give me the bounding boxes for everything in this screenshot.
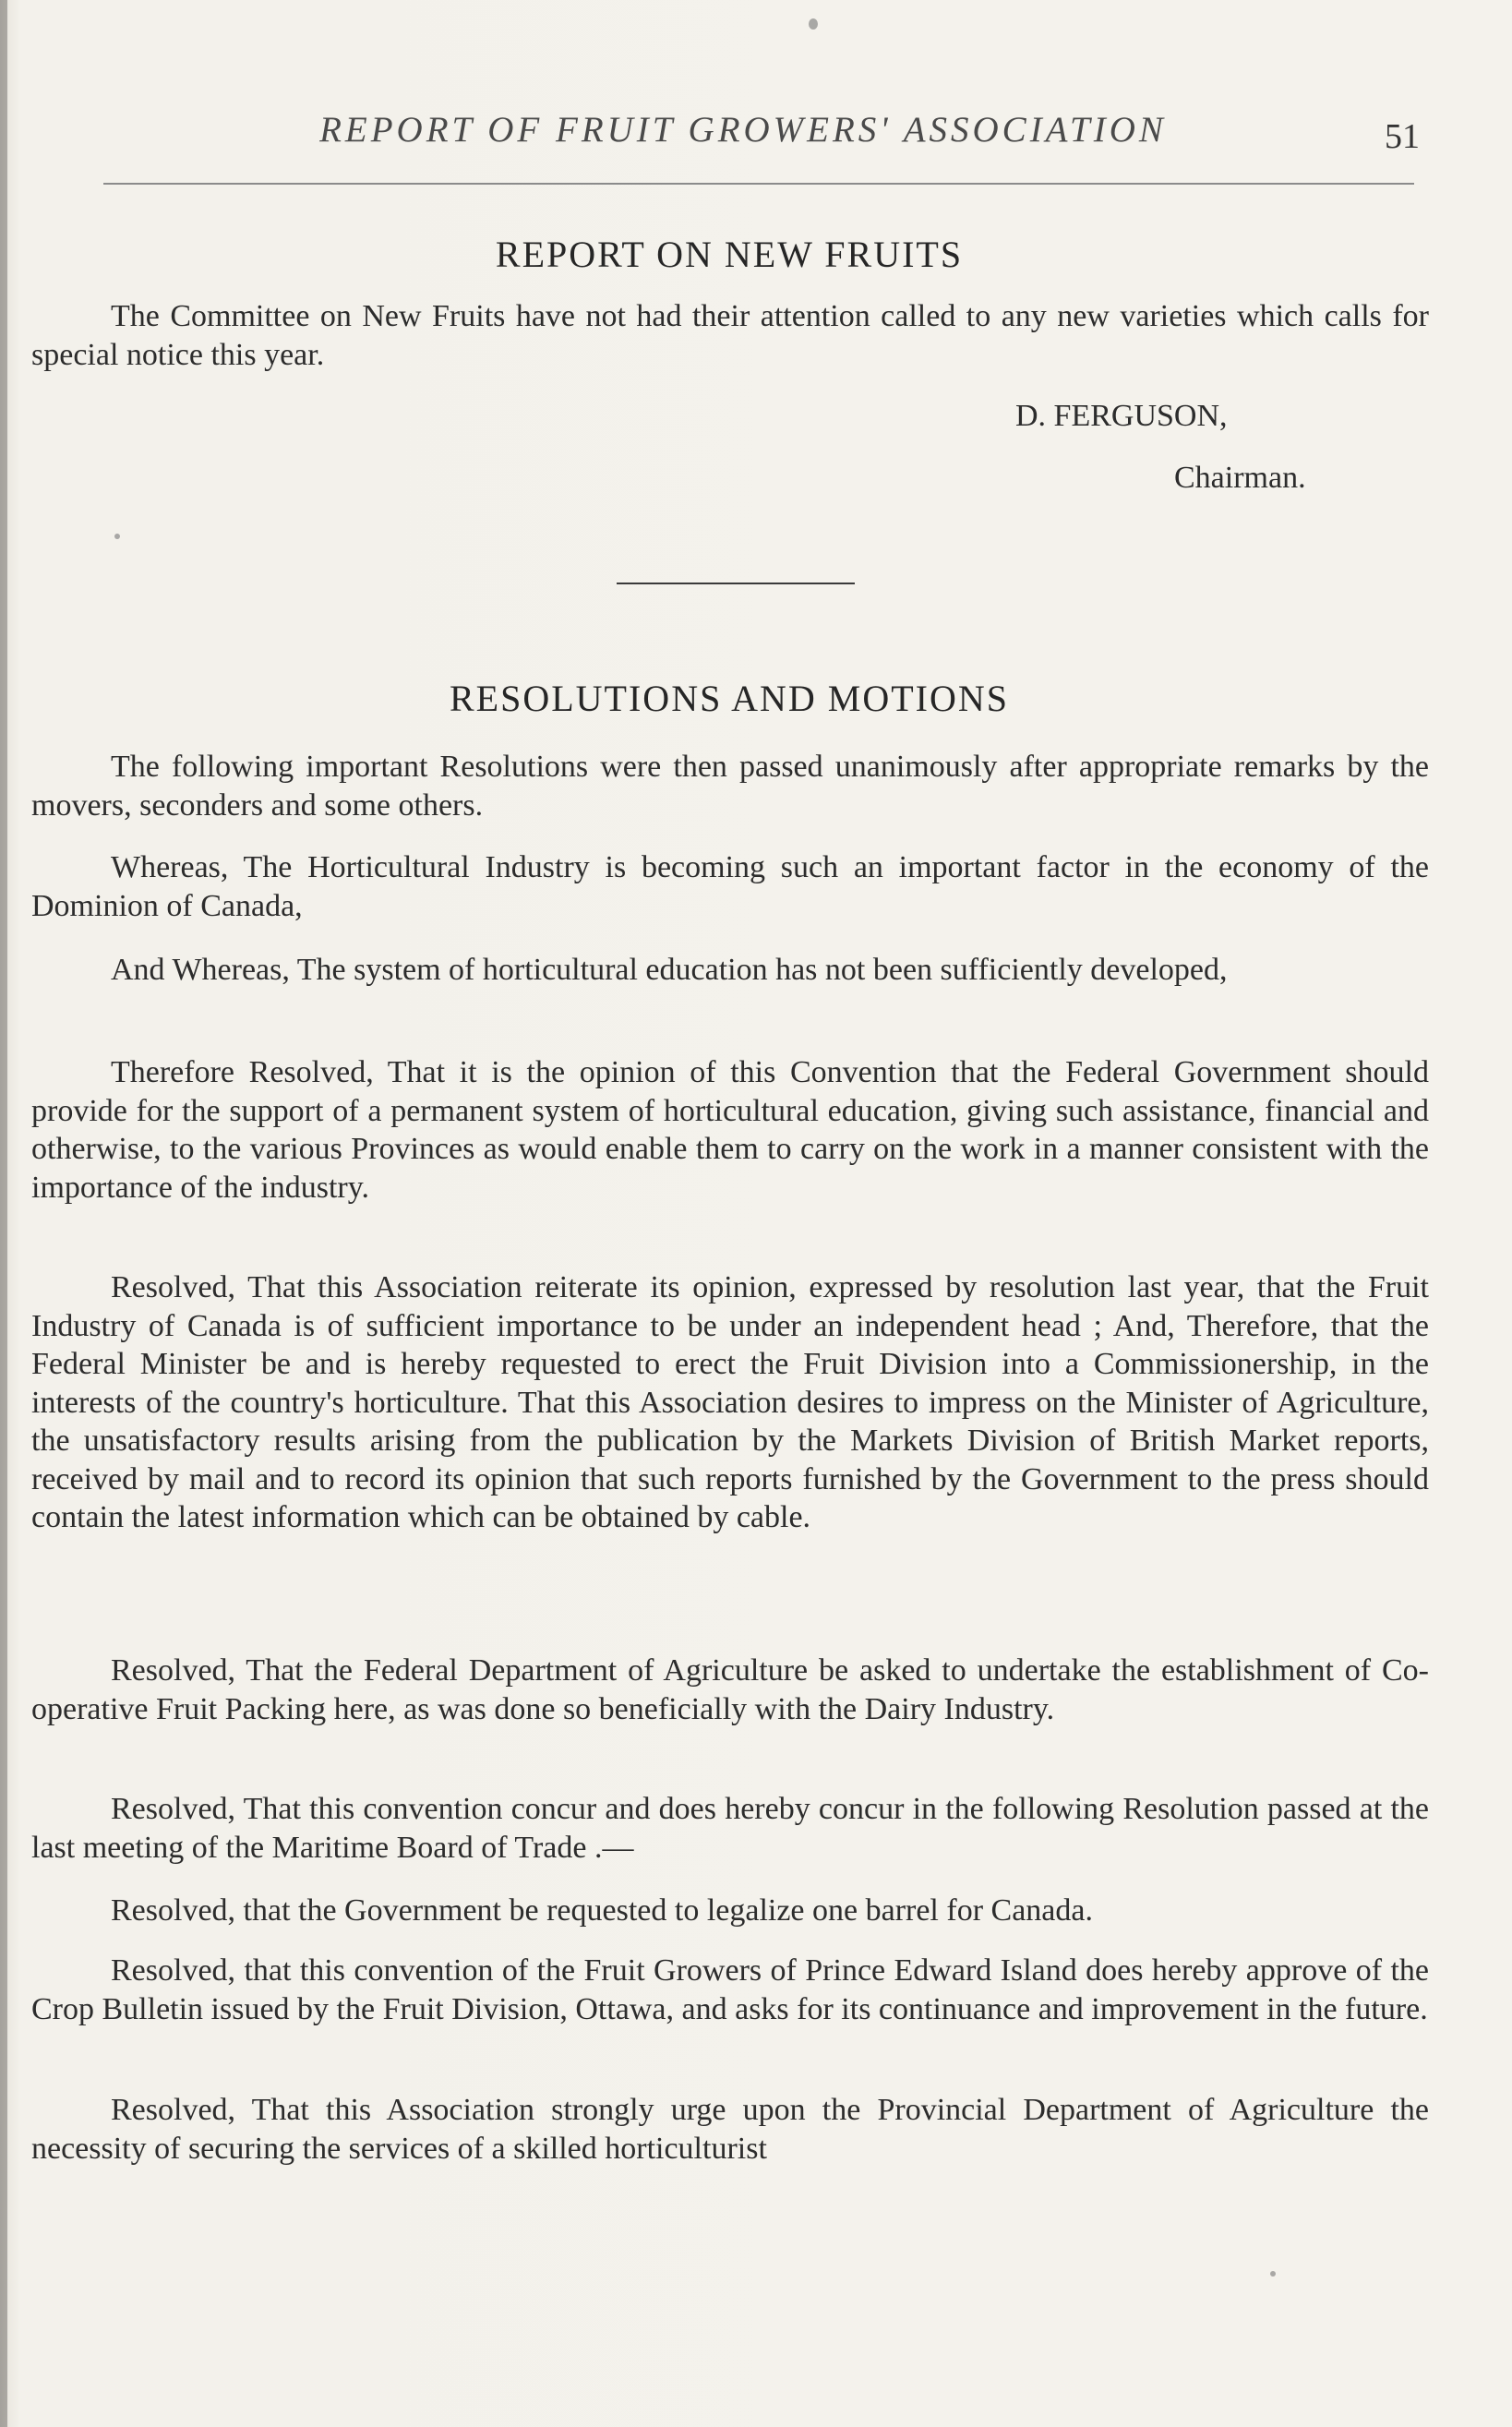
page-binding-edge	[0, 0, 7, 2427]
header-rule	[103, 183, 1414, 185]
resolutions-paragraph: Resolved, That this convention concur and does hereby concur in the following Resolution passed at the last meeting of the Maritime Board of Trade .—	[31, 1792, 1429, 1865]
scan-speck	[809, 18, 818, 30]
resolutions-paragraph: Resolved, That this Association reiterate its opinion, expressed by resolution last year, that the Fruit Industry of Canada is of sufficient importance to be under an independent head ; And, Therefore, that the Federal Minister be and is hereby requested to erect the Fruit Division into a Commissionership, in the interests of the country's horticulture. That this Association desires to impress on the Minister of Agriculture, the unsatisfactory results arising from the publication by the Markets Division of British Market reports, received by mail and to record its opinion that such reports furnished by the Government to the press should contain the latest information which can be obtained by cable.	[31, 1270, 1429, 1534]
new-fruits-paragraph: The Committee on New Fruits have not had their attention called to any new varieties which calls for special notice this year.	[31, 299, 1429, 372]
resolutions-paragraph: Resolved, that this convention of the Fruit Growers of Prince Edward Island does hereby approve of the Crop Bulletin issued by the Fruit Division, Ottawa, and asks for its continuance and improvement in the future.	[31, 1953, 1429, 2026]
resolutions-paragraph: Resolved, that the Government be requested to legalize one barrel for Canada.	[111, 1893, 1093, 1928]
new-fruits-heading: REPORT ON NEW FRUITS	[495, 234, 964, 275]
resolutions-paragraph: The following important Resolutions were then passed unanimously after appropriate remarks by the movers, seconders and some others.	[31, 750, 1429, 823]
chairman-name: D. FERGUSON,	[1015, 399, 1228, 433]
resolutions-paragraph: Resolved, That the Federal Department of Agriculture be asked to undertake the establishment of Co-operative Fruit Packing here, as was done so beneficially with the Dairy Industry.	[31, 1653, 1429, 1726]
resolutions-paragraph: Whereas, The Horticultural Industry is becoming such an important factor in the economy of the Dominion of Canada,	[31, 850, 1429, 923]
running-head-title: REPORT OF FRUIT GROWERS' ASSOCIATION	[319, 110, 1167, 150]
chairman-title: Chairman.	[1174, 461, 1306, 495]
scan-speck	[114, 534, 120, 539]
resolutions-paragraph: And Whereas, The system of horticultural education has not been sufficiently developed,	[111, 953, 1228, 987]
scan-speck	[1270, 2271, 1276, 2277]
resolutions-heading: RESOLUTIONS AND MOTIONS	[449, 678, 1010, 719]
resolutions-paragraph: Resolved, That this Association strongly urge upon the Provincial Department of Agriculture the necessity of securing the services of a skilled horticulturist	[31, 2093, 1429, 2166]
page-number: 51	[1385, 117, 1420, 156]
section-divider	[617, 583, 855, 584]
resolutions-paragraph: Therefore Resolved, That it is the opinion of this Convention that the Federal Government should provide for the support of a permanent system of horticultural education, giving such assistance, financial and otherwise, to the various Provinces as would enable them to carry on the work in a manner consistent with the importance of the industry.	[31, 1055, 1429, 1205]
